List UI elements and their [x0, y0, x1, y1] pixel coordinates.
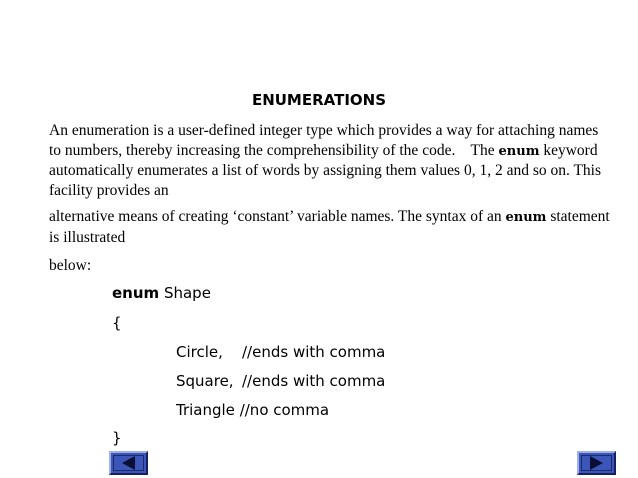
code-member: Circle,: [176, 343, 223, 361]
paragraph-1-text-a: An enumeration is a user-defined integer type which provides a way for attaching names to numbers, thereby increasing the comprehensibility of the code.: [49, 122, 599, 159]
code-line-triangle: [176, 401, 329, 419]
code-comment: //no comma: [239, 401, 330, 419]
previous-slide-button[interactable]: [109, 451, 148, 475]
slide-title: ENUMERATIONS: [251, 91, 387, 109]
code-declaration-line: [112, 284, 211, 302]
code-member: Square,: [176, 372, 234, 390]
paragraph-2-text-a: alternative means of creating ‘constant’ variable names. The syntax of an: [49, 208, 502, 225]
paragraph-1-text-b: keyword automatically enumerates a list of words by assigning them values 0, 1, 2 and so on. This facility provides an: [49, 141, 602, 199]
paragraph-2: [49, 207, 614, 247]
code-line-square: [176, 372, 385, 390]
triangle-left-icon: [111, 453, 146, 473]
paragraph-1: An enumeration is a user-defined integer type which provides a way for attaching names to numbers, thereby increasing the comprehensibility of the code. The enum keyword automatically enumerates a list of words by assigning them values 0, 1, 2 and so on. This facility provides an: [49, 122, 602, 199]
code-open-brace: {: [112, 314, 122, 332]
code-member: Triangle: [176, 401, 235, 419]
triangle-right-icon: [579, 453, 614, 473]
paragraph-2-text-b: statement is illustrated: [49, 208, 610, 246]
enum-keyword-inline-2: enum: [505, 210, 547, 225]
code-comment: //ends with comma: [242, 372, 386, 390]
enum-keyword-inline: enum: [498, 143, 540, 159]
code-enum-name: Shape: [163, 284, 211, 302]
code-line-circle: [176, 343, 385, 361]
code-close-brace: }: [112, 429, 122, 447]
code-comment: //ends with comma: [242, 343, 386, 361]
next-slide-button[interactable]: [577, 451, 616, 475]
paragraph-3: below:: [49, 257, 92, 274]
code-enum-keyword: enum: [112, 284, 160, 302]
